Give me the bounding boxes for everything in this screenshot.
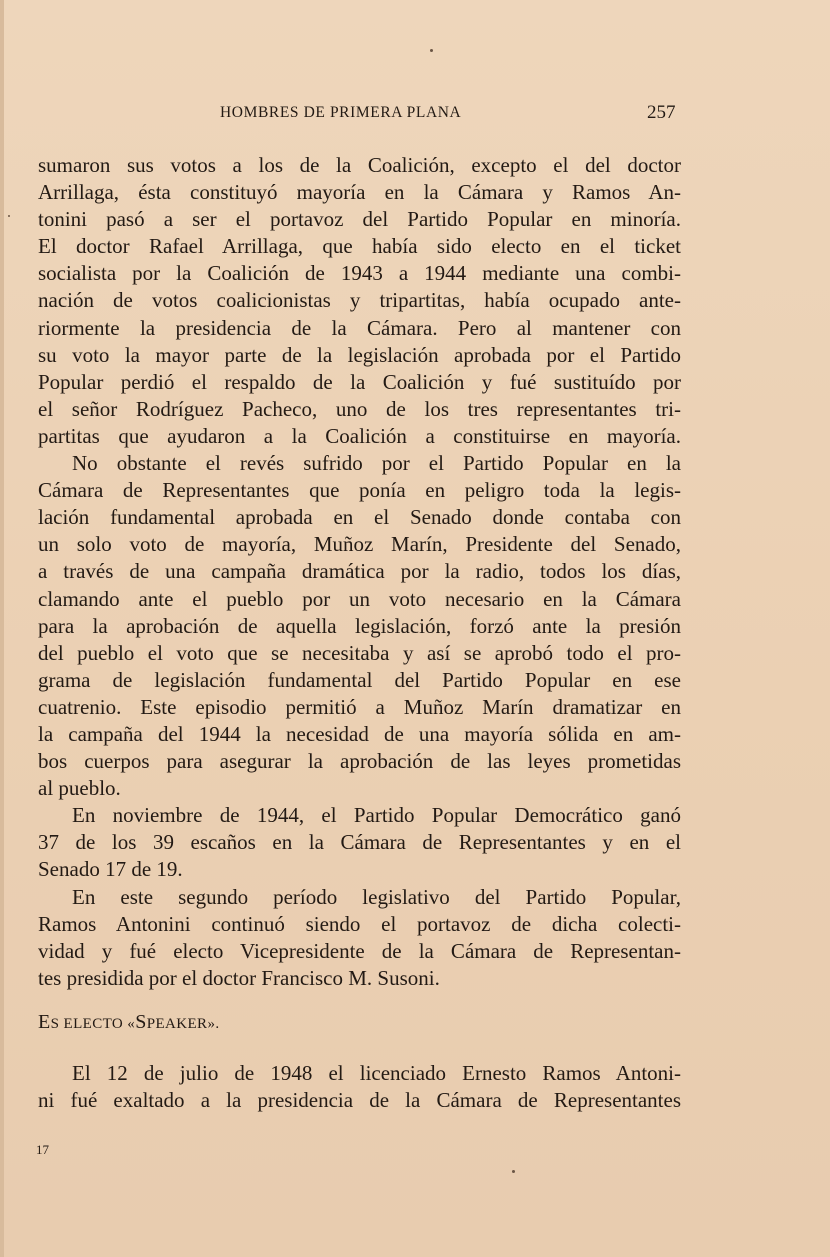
- body-text: [38, 152, 681, 992]
- paper-speck: [430, 49, 433, 52]
- signature-mark: 17: [36, 1142, 49, 1157]
- line: partitas que ayudaron a la Coalición a constituirse en mayoría.: [38, 423, 681, 448]
- running-title: HOMBRES DE PRIMERA PLANA: [220, 104, 462, 121]
- line: En noviembre de 1944, el Partido Popular Democrático ganó: [72, 803, 681, 828]
- line: su voto la mayor parte de la legislación aprobada por el Partido: [38, 342, 681, 367]
- line: la campaña del 1944 la necesidad de una mayoría sólida en am-: [38, 721, 681, 746]
- line: nación de votos coalicionistas y tripartitas, había ocupado ante-: [38, 288, 681, 313]
- section-heading: [38, 1011, 220, 1034]
- line: Ramos Antonini continuó siendo el portavoz de dicha colecti-: [38, 911, 681, 936]
- paragraph-5: [38, 1060, 681, 1114]
- line: riormente la presidencia de la Cámara. Pero al mantener con: [38, 315, 681, 340]
- page-edge: [0, 0, 4, 1257]
- line: Senado 17 de 19.: [38, 857, 183, 882]
- line: El 12 de julio de 1948 el licenciado Ernesto Ramos Antoni-: [72, 1061, 681, 1085]
- line: sumaron sus votos a los de la Coalición, excepto el del doctor: [38, 153, 681, 177]
- paragraph-1: [38, 152, 681, 450]
- heading-cap: E: [38, 1011, 51, 1033]
- heading-cap-2: S: [135, 1011, 147, 1033]
- line: el señor Rodríguez Pacheco, uno de los tres representantes tri-: [38, 396, 681, 421]
- line: para la aprobación de aquella legislación, forzó ante la presión: [38, 613, 681, 638]
- page-number: 257: [647, 102, 676, 123]
- heading-smallcaps: S ELECTO «: [50, 1016, 136, 1032]
- page-header: [0, 104, 830, 128]
- paper-speck: [512, 1170, 515, 1173]
- heading-smallcaps-2: PEAKER».: [146, 1016, 220, 1032]
- line: En este segundo período legislativo del Partido Popular,: [72, 884, 681, 909]
- line: al pueblo.: [38, 776, 121, 801]
- line: tonini pasó a ser el portavoz del Partido Popular en minoría.: [38, 207, 681, 232]
- line: ni fué exaltado a la presidencia de la Cámara de Representantes: [38, 1088, 681, 1113]
- line: grama de legislación fundamental del Partido Popular en ese: [38, 667, 681, 692]
- line: Cámara de Representantes que ponía en peligro toda la legis-: [38, 478, 681, 503]
- line: socialista por la Coalición de 1943 a 1944 mediante una combi-: [38, 261, 681, 286]
- line: bos cuerpos para asegurar la aprobación de las leyes prometidas: [38, 749, 681, 774]
- line: No obstante el revés sufrido por el Partido Popular en la: [72, 451, 681, 476]
- line: vidad y fué electo Vicepresidente de la Cámara de Representan-: [38, 938, 681, 963]
- line: a través de una campaña dramática por la radio, todos los días,: [38, 559, 681, 584]
- line: Popular perdió el respaldo de la Coalición y fué sustituído por: [38, 369, 681, 394]
- line: lación fundamental aprobada en el Senado donde contaba con: [38, 505, 681, 530]
- line: El doctor Rafael Arrillaga, que había sido electo en el ticket: [38, 234, 681, 259]
- line: clamando ante el pueblo por un voto necesario en la Cámara: [38, 586, 681, 611]
- line: un solo voto de mayoría, Muñoz Marín, Presidente del Senado,: [38, 532, 681, 557]
- line: cuatrenio. Este episodio permitió a Muñoz Marín dramatizar en: [38, 694, 681, 719]
- paragraph-4: [38, 884, 681, 992]
- paragraph-3: [38, 802, 681, 883]
- paper-speck: [8, 215, 10, 217]
- line: tes presidida por el doctor Francisco M. Susoni.: [38, 965, 440, 990]
- paragraph-2: [38, 450, 681, 802]
- line: 37 de los 39 escaños en la Cámara de Representantes y en el: [38, 830, 681, 855]
- line: del pueblo el voto que se necesitaba y así se aprobó todo el pro-: [38, 640, 681, 665]
- line: Arrillaga, ésta constituyó mayoría en la Cámara y Ramos An-: [38, 180, 681, 205]
